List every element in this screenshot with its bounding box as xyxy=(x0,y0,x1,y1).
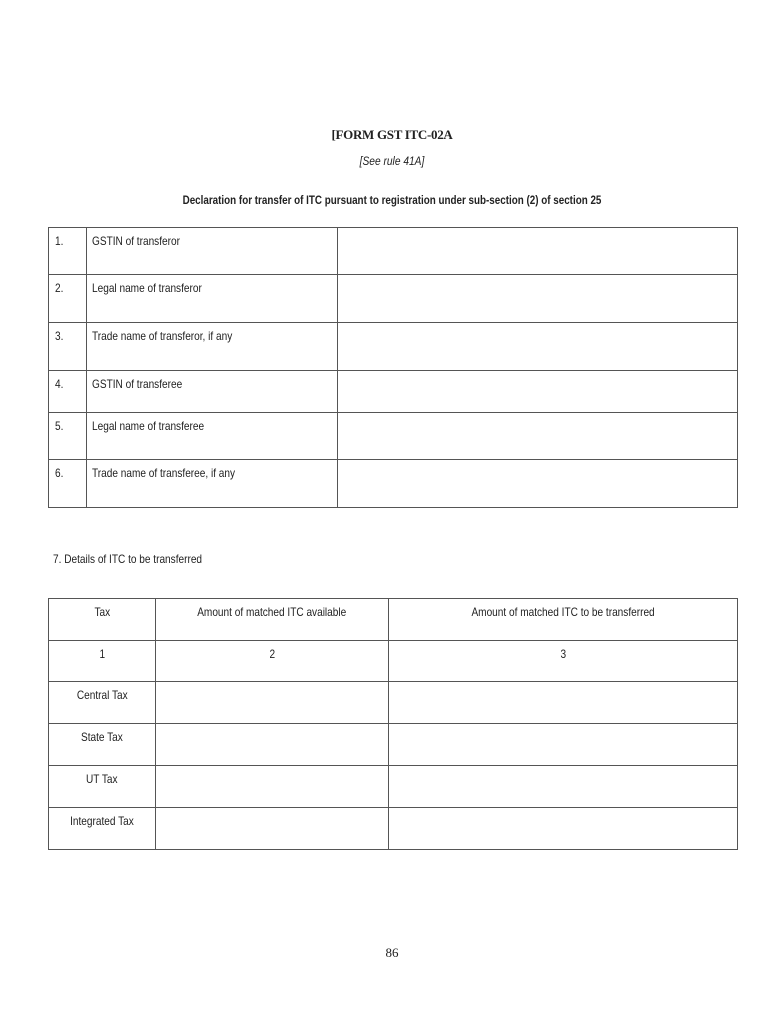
row-number: 3. xyxy=(49,323,87,371)
gstin-transferee-field[interactable] xyxy=(338,371,738,413)
trade-name-transferor-field[interactable] xyxy=(338,323,738,371)
integrated-tax-transferred-field[interactable] xyxy=(389,808,738,850)
integrated-tax-available-field[interactable] xyxy=(156,808,389,850)
tax-type-label: Central Tax xyxy=(49,682,156,724)
table-row xyxy=(49,460,738,508)
column-header-tax: Tax xyxy=(49,599,156,641)
tax-type-label: UT Tax xyxy=(49,766,156,808)
column-header-transferred: Amount of matched ITC to be transferred xyxy=(389,599,738,641)
central-tax-transferred-field[interactable] xyxy=(389,682,738,724)
transferor-transferee-table xyxy=(48,227,738,508)
itc-section-heading: 7. Details of ITC to be transferred xyxy=(53,552,203,566)
legal-name-transferee-field[interactable] xyxy=(338,413,738,460)
row-label: Legal name of transferee xyxy=(87,413,338,460)
row-number: 4. xyxy=(49,371,87,413)
table-row xyxy=(49,275,738,323)
row-label: GSTIN of transferee xyxy=(87,371,338,413)
column-number: 3 xyxy=(389,641,738,682)
column-header-available: Amount of matched ITC available xyxy=(156,599,389,641)
form-title: [FORM GST ITC-02A xyxy=(331,127,453,142)
column-number: 2 xyxy=(156,641,389,682)
row-number: 1. xyxy=(49,228,87,275)
table-row xyxy=(49,323,738,371)
tax-type-label: State Tax xyxy=(49,724,156,766)
table-row xyxy=(49,228,738,275)
column-number: 1 xyxy=(49,641,156,682)
row-number: 5. xyxy=(49,413,87,460)
trade-name-transferee-field[interactable] xyxy=(338,460,738,508)
itc-details-table xyxy=(48,598,738,850)
table-row xyxy=(49,682,738,724)
rule-reference: [See rule 41A] xyxy=(359,154,425,168)
table-row xyxy=(49,724,738,766)
state-tax-transferred-field[interactable] xyxy=(389,724,738,766)
column-number-row xyxy=(49,641,738,682)
row-number: 6. xyxy=(49,460,87,508)
declaration-heading: Declaration for transfer of ITC pursuant to registration under sub-section (2) of section 25 xyxy=(182,193,602,207)
row-label: Trade name of transferor, if any xyxy=(87,323,338,371)
page-number: 86 xyxy=(385,945,399,960)
table-row xyxy=(49,808,738,850)
row-label: Trade name of transferee, if any xyxy=(87,460,338,508)
table-row xyxy=(49,766,738,808)
gstin-transferor-field[interactable] xyxy=(338,228,738,275)
state-tax-available-field[interactable] xyxy=(156,724,389,766)
row-label: Legal name of transferor xyxy=(87,275,338,323)
tax-type-label: Integrated Tax xyxy=(49,808,156,850)
legal-name-transferor-field[interactable] xyxy=(338,275,738,323)
row-label: GSTIN of transferor xyxy=(87,228,338,275)
central-tax-available-field[interactable] xyxy=(156,682,389,724)
ut-tax-available-field[interactable] xyxy=(156,766,389,808)
table-row xyxy=(49,371,738,413)
table-header-row xyxy=(49,599,738,641)
table-row xyxy=(49,413,738,460)
ut-tax-transferred-field[interactable] xyxy=(389,766,738,808)
row-number: 2. xyxy=(49,275,87,323)
